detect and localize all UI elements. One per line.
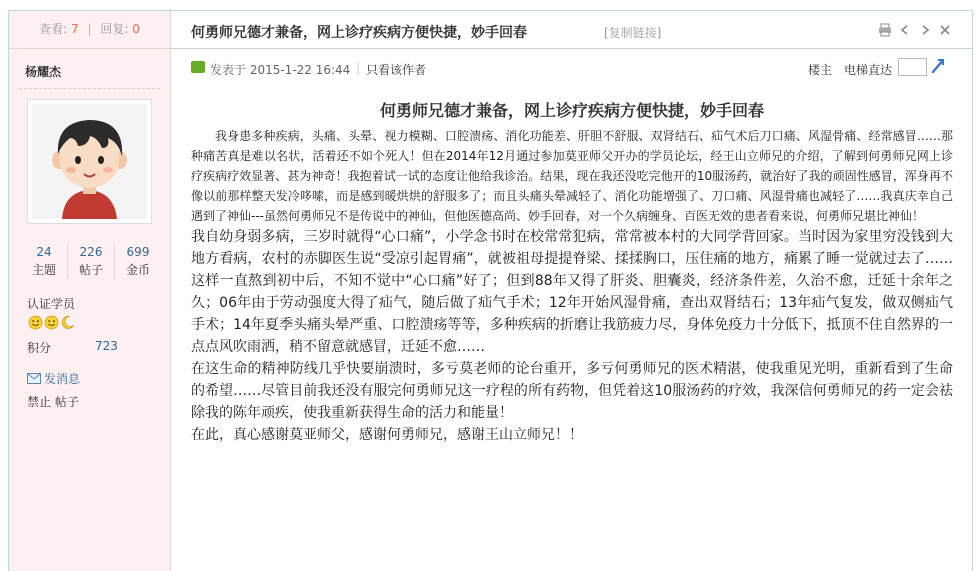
prev-thread-icon[interactable] [898,22,912,36]
smiley-star-icon [44,315,59,330]
post-paragraph: 在这生命的精神防线几乎快要崩溃时，多亏莫老师的论台重开，多亏何勇师兄的医术精湛，使我重见光明，重新看到了生命的希望……尽管目前我还没有服完何勇师兄这一疗程的所有药物，但凭着这10服汤药的疗效，我深信何勇师兄的药一定会祛除我的陈年顽疾，使我重新获得生命的活力和能量！ [191,361,953,421]
user-stats [21,243,161,279]
next-thread-icon[interactable] [918,22,932,36]
stat-value: 226 [79,245,103,259]
send-message-label: 发消息 [44,372,81,386]
smiley-star-icon [28,315,43,330]
post-paragraph: 我自幼身弱多病，三岁时就得“心口痛”，小学念书时在校常常犯病，常常被本村的大同学背回家。当时因为家里穷没钱到大地方看病，农村的赤脚医生说“受凉引起胃痛”，就被祖母提提脊梁、揉揉胸口，压住痛的地方，痛累了睡一觉就过去了……这样一直熬到初中后，不知不觉中“心口痛”好了；但到88年又得了肝炎、胆囊炎，经济条件差，久治不愈，迁延十余年之久；06年由于劳动强度大得了疝气，随后做了疝气手术；12年开始风湿骨痛，查出双肾结石；13年疝气复发，做双侧疝气手术；14年夏季头痛头晕严重、口腔溃疡等等，多种疾病的折磨让我筋疲力尽，身体免疫力十分低下，抵顶不住自然界的一点点风吹雨洒，稍不留意就感冒，迁延不愈…… [191,229,953,355]
stat-label: 金币 [125,263,150,277]
stat-posts[interactable] [67,243,114,279]
replies-label: 回复: [100,22,129,36]
stat-coins[interactable] [114,243,161,279]
stat-value: 699 [126,245,150,259]
post-heading: 何勇师兄德才兼备，网上诊疗疾病方便快捷，妙手回春 [379,101,764,120]
divider: | [87,22,92,36]
floor-jump-input[interactable] [898,58,927,76]
thread-tools [878,22,952,36]
ban-post-link[interactable]: 禁止 帖子 [27,395,79,409]
moon-icon [60,315,75,330]
stat-label: 主题 [31,263,56,277]
author-sidebar [9,11,171,571]
post-meta [171,48,972,84]
mail-icon [27,373,41,384]
user-group[interactable]: 认证学员 [27,297,76,311]
post-paragraph: 我身患多种疾病，头痛、头晕、视力模糊、口腔溃疡、消化功能差、肝胆不舒服、双肾结石、疝气术后刀口痛、风湿骨痛、经常感冒……那种痛苦真是难以名状，活着还不如个死人！但在2014年12月通过参加莫亚师父开办的学员论坛，经王山立师兄的介绍，了解到何勇师兄网上诊疗疾病疗效显著、甚为神奇！我抱着试一试的态度让他给我诊治。结果，现在我还没吃完他开的10服汤药，就治好了我的顽固性感冒，浑身再不像以前那样整天发冷哆嗦，而是感到暖烘烘的舒服多了；而且头痛头晕减轻了、消化功能增强了、刀口痛、风湿骨痛也减轻了……我真庆幸自己遇到了神仙---虽然何勇师兄不是传说中的神仙，但他医德高尚、妙手回春，对一个久病缠身、百医无效的患者看来说，何勇师兄堪比神仙！ [191,129,953,223]
points-label: 积分 [27,341,52,355]
avatar[interactable] [27,99,152,224]
floor-label: 楼主 [808,63,833,77]
online-status-icon [191,61,205,73]
rank-stars [28,315,75,330]
go-arrow-icon[interactable] [930,57,946,75]
replies-count: 0 [132,22,140,36]
stat-threads[interactable] [21,243,67,279]
thread-titlebar [171,11,972,49]
close-icon[interactable] [938,22,952,36]
post-paragraph: 在此，真心感谢莫亚师父，感谢何勇师兄，感谢王山立师兄！！ [191,427,583,443]
printer-icon[interactable] [878,22,892,36]
send-message-link[interactable] [27,370,80,387]
thread-stats [9,11,170,49]
stat-value: 24 [36,245,52,259]
views-label: 查看: [39,22,68,36]
post-date: 发表于 2015-1-22 16:44 [210,63,351,77]
points-value: 723 [95,339,118,353]
divider [19,88,160,89]
stat-label: 帖子 [78,263,103,277]
elevator-label: 电梯直达 [844,63,893,77]
points [27,339,117,356]
post-content [191,98,953,446]
avatar-image [32,104,147,219]
thread-title: 何勇师兄德才兼备，网上诊疗疾病方便快捷，妙手回春 [191,25,527,41]
author-name[interactable]: 杨耀杰 [25,65,62,79]
divider: | [356,61,361,75]
copy-link-button[interactable]: [复制链接] [604,26,662,40]
post-frame [8,10,973,571]
views-count: 7 [71,22,79,36]
post-main [171,11,972,571]
only-author-link[interactable]: 只看该作者 [366,63,427,77]
